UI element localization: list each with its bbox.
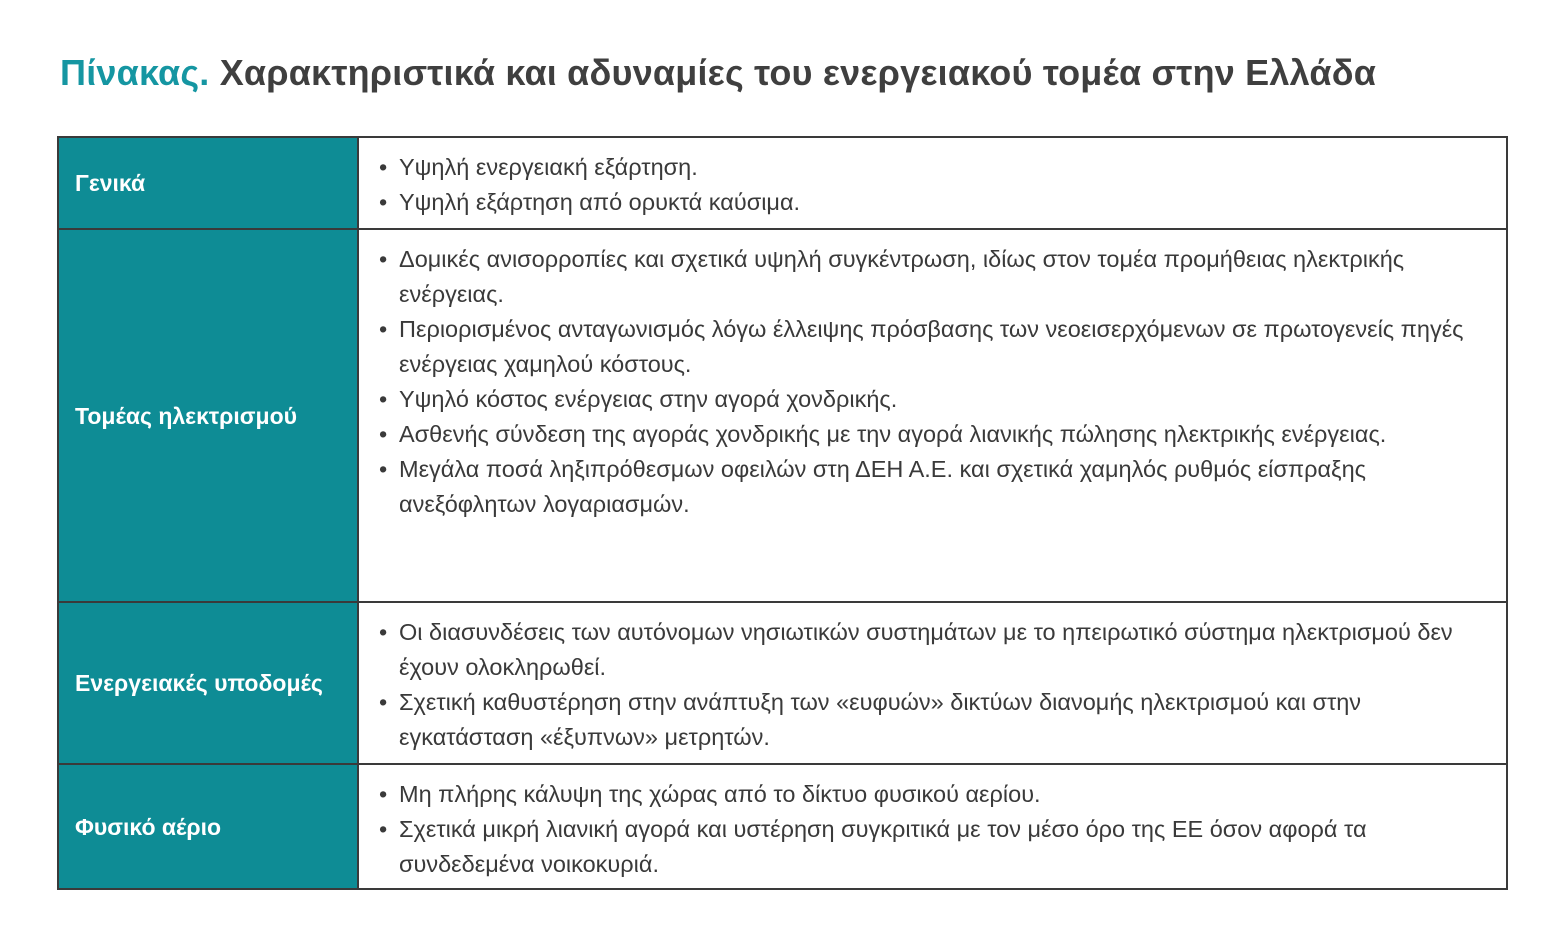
title-prefix: Πίνακας.: [60, 52, 210, 93]
table-row-electricity: [59, 228, 1506, 601]
list-item: • Σχετικά μικρή λιανική αγορά και υστέρηση συγκριτικά με τον μέσο όρο της ΕΕ όσον αφορά τα συνδεδεμένα νοικοκυριά.: [377, 812, 1486, 882]
list-item: • Υψηλή εξάρτηση από ορυκτά καύσιμα.: [377, 185, 1486, 220]
list-item: • Περιορισμένος ανταγωνισμός λόγω έλλειψης πρόσβασης των νεοεισερχόμενων σε πρωτογενείς πηγές ενέργειας χαμηλού κόστους.: [377, 312, 1486, 382]
list-item: • Υψηλό κόστος ενέργειας στην αγορά χονδρικής.: [377, 382, 1486, 417]
table-row-natural-gas: [59, 763, 1506, 888]
list-item: • Υψηλή ενεργειακή εξάρτηση.: [377, 150, 1486, 185]
list-item: • Οι διασυνδέσεις των αυτόνομων νησιωτικών συστημάτων με το ηπειρωτικό σύστημα ηλεκτρισμού δεν έχουν ολοκληρωθεί.: [377, 615, 1486, 685]
category-cell: Τομέας ηλεκτρισμού: [59, 230, 359, 601]
list-item: • Ασθενής σύνδεση της αγοράς χονδρικής με την αγορά λιανικής πώλησης ηλεκτρικής ενέργειας.: [377, 417, 1486, 452]
item-list: [359, 230, 1506, 601]
category-cell: Γενικά: [59, 138, 359, 228]
title-text: Χαρακτηριστικά και αδυναμίες του ενεργειακού τομέα στην Ελλάδα: [219, 52, 1377, 93]
list-item: • Μεγάλα ποσά ληξιπρόθεσμων οφειλών στη ΔΕΗ Α.Ε. και σχετικά χαμηλός ρυθμός είσπραξης ανεξόφλητων λογαριασμών.: [377, 452, 1486, 522]
category-cell: Φυσικό αέριο: [59, 765, 359, 888]
list-item: • Σχετική καθυστέρηση στην ανάπτυξη των «ευφυών» δικτύων διανομής ηλεκτρισμού και στην εγκατάσταση «έξυπνων» μετρητών.: [377, 685, 1486, 755]
table-row-general: [59, 138, 1506, 228]
item-list: [359, 765, 1506, 888]
item-list: [359, 138, 1506, 228]
item-list: [359, 603, 1506, 763]
category-cell: Ενεργειακές υποδομές: [59, 603, 359, 763]
list-item: • Μη πλήρης κάλυψη της χώρας από το δίκτυο φυσικού αερίου.: [377, 777, 1486, 812]
page-title: [60, 52, 1376, 94]
characteristics-table: [57, 136, 1508, 890]
list-item: • Δομικές ανισορροπίες και σχετικά υψηλή συγκέντρωση, ιδίως στον τομέα προμήθειας ηλεκτρικής ενέργειας.: [377, 242, 1486, 312]
table-row-infrastructure: [59, 601, 1506, 763]
